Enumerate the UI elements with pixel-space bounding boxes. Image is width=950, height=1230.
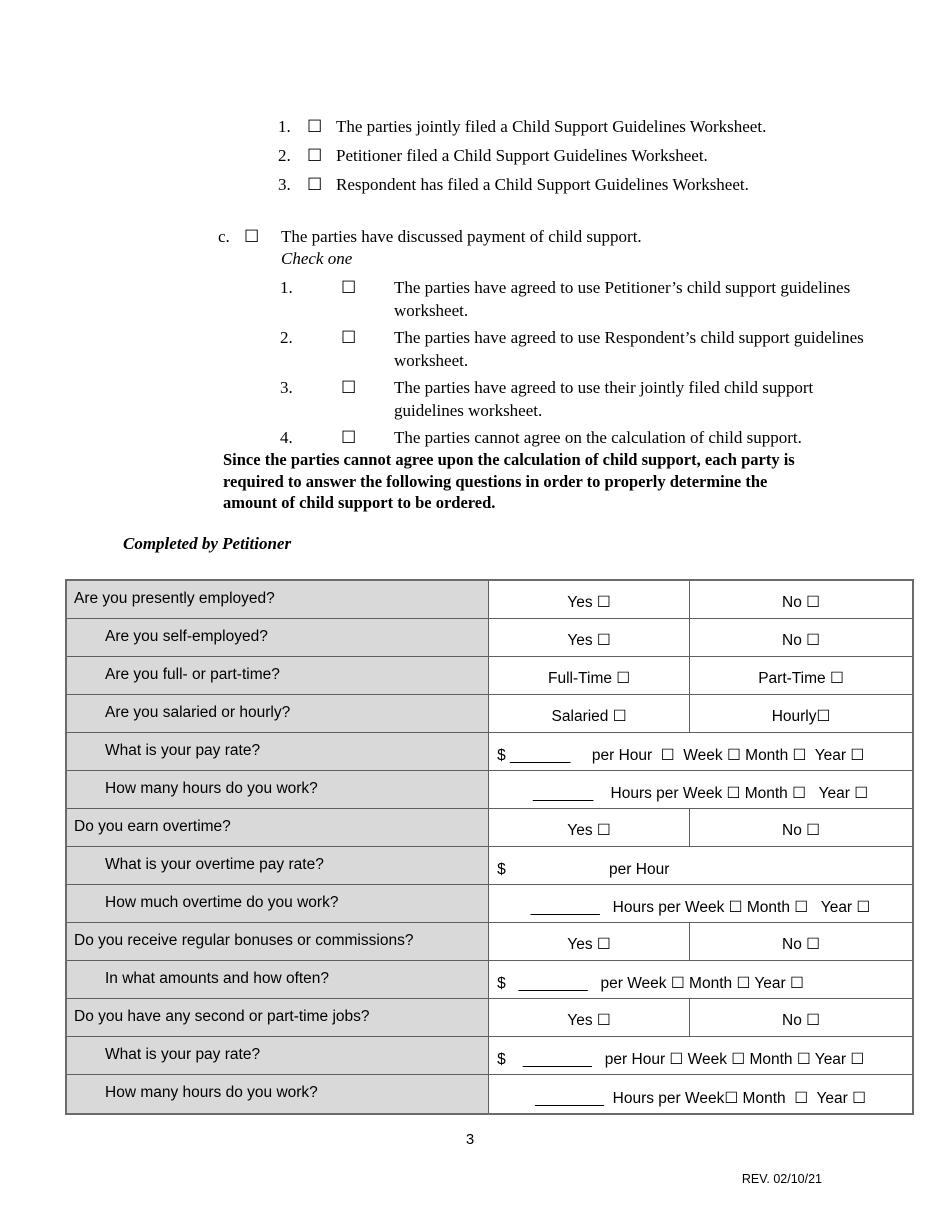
checkbox-icon[interactable]: ☐ [307, 117, 323, 136]
answer-yes-cell[interactable]: Yes ☐ [489, 581, 690, 618]
second-job-hours-fill-in-cell[interactable]: ________ Hours per Week☐ Month ☐ Year ☐ [535, 1090, 866, 1107]
item-number: 1. [280, 278, 293, 297]
question-cell: Do you have any second or part-time jobs? [67, 999, 489, 1036]
answer-no-cell[interactable]: No ☐ [782, 594, 821, 611]
overtime-hours-fill-in-cell[interactable]: ________ Hours per Week ☐ Month ☐ Year ☐ [530, 899, 871, 916]
question-cell: Do you receive regular bonuses or commissions? [67, 923, 489, 960]
table-row [67, 999, 912, 1037]
table-row [67, 885, 912, 923]
answer-yes-cell[interactable]: Yes ☐ [489, 923, 690, 960]
question-cell: How many hours do you work? [67, 771, 489, 808]
hours-fill-in-cell[interactable]: _______ Hours per Week ☐ Month ☐ Year ☐ [532, 785, 869, 802]
list-item [278, 112, 766, 141]
table-row [67, 847, 912, 885]
question-cell: Do you earn overtime? [67, 809, 489, 846]
answer-no-cell[interactable]: No ☐ [782, 936, 821, 953]
list-item [278, 141, 766, 170]
item-number: 1. [278, 117, 291, 136]
table-row [67, 923, 912, 961]
answer-yes-cell[interactable]: Yes ☐ [489, 809, 690, 846]
bonus-amounts-fill-in-cell[interactable]: $ ________ per Week ☐ Month ☐ Year ☐ [497, 975, 804, 992]
item-c-text: The parties have discussed payment of child support. [281, 227, 642, 246]
item-text: The parties have agreed to use Petitioner’s child support guidelines worksheet. [394, 278, 851, 320]
table-row [67, 581, 912, 619]
table-row [67, 961, 912, 999]
list-item [280, 276, 866, 322]
question-cell: What is your overtime pay rate? [67, 847, 489, 884]
page-number: 3 [465, 1131, 475, 1148]
item-c-label: c. [218, 227, 230, 246]
table-row [67, 619, 912, 657]
item-text: The parties jointly filed a Child Support Guidelines Worksheet. [336, 117, 767, 136]
answer-parttime-cell[interactable]: Part-Time ☐ [758, 670, 844, 687]
table-row [67, 771, 912, 809]
table-row [67, 733, 912, 771]
question-cell: Are you full- or part-time? [67, 657, 489, 694]
petitioner-employment-table [65, 579, 914, 1115]
answer-no-cell[interactable]: No ☐ [782, 1012, 821, 1029]
item-text: Respondent has filed a Child Support Guidelines Worksheet. [336, 175, 749, 194]
question-cell: Are you self-employed? [67, 619, 489, 656]
checkbox-icon[interactable]: ☐ [307, 146, 323, 165]
answer-fulltime-cell[interactable]: Full-Time ☐ [489, 657, 690, 694]
answer-yes-cell[interactable]: Yes ☐ [489, 999, 690, 1036]
checkbox-icon[interactable]: ☐ [244, 227, 260, 246]
table-row [67, 809, 912, 847]
completed-by-petitioner-heading: Completed by Petitioner [123, 534, 292, 553]
question-cell: In what amounts and how often? [67, 961, 489, 998]
table-row [67, 1075, 912, 1113]
answer-salaried-cell[interactable]: Salaried ☐ [489, 695, 690, 732]
item-number: 2. [280, 328, 293, 347]
list-item [280, 376, 866, 422]
checkbox-icon[interactable]: ☐ [341, 428, 357, 447]
cannot-agree-statement: Since the parties cannot agree upon the calculation of child support, each party is required to answer the following questions in order to properly determine the amount of child support to be ordered. [223, 450, 795, 512]
table-row [67, 695, 912, 733]
item-text: The parties have agreed to use their jointly filed child support guidelines worksheet. [394, 378, 814, 420]
item-number: 2. [278, 146, 291, 165]
item-text: Petitioner filed a Child Support Guidelines Worksheet. [336, 146, 708, 165]
checkbox-icon[interactable]: ☐ [341, 378, 357, 397]
item-text: The parties have agreed to use Respondent’s child support guidelines worksheet. [394, 328, 864, 370]
question-cell: What is your pay rate? [67, 1037, 489, 1074]
answer-yes-cell[interactable]: Yes ☐ [489, 619, 690, 656]
second-job-pay-rate-fill-in-cell[interactable]: $ ________ per Hour ☐ Week ☐ Month ☐ Year ☐ [497, 1051, 865, 1068]
question-cell: How much overtime do you work? [67, 885, 489, 922]
question-cell: Are you presently employed? [67, 581, 489, 618]
list-item [280, 326, 866, 372]
overtime-rate-fill-in-cell[interactable]: $ per Hour [497, 861, 670, 878]
revision-date: REV. 02/10/21 [741, 1172, 822, 1186]
item-number: 3. [278, 175, 291, 194]
answer-no-cell[interactable]: No ☐ [782, 632, 821, 649]
item-text: The parties cannot agree on the calculation of child support. [394, 428, 802, 447]
checkbox-icon[interactable]: ☐ [341, 278, 357, 297]
table-row [67, 657, 912, 695]
checkbox-icon[interactable]: ☐ [341, 328, 357, 347]
pay-rate-fill-in-cell[interactable]: $ _______ per Hour ☐ Week ☐ Month ☐ Year ☐ [497, 747, 865, 764]
item-number: 3. [280, 378, 293, 397]
check-one-instruction: Check one [281, 249, 353, 268]
answer-no-cell[interactable]: No ☐ [782, 822, 821, 839]
item-number: 4. [280, 428, 293, 447]
worksheet-filed-list [278, 112, 766, 199]
question-cell: What is your pay rate? [67, 733, 489, 770]
checkbox-icon[interactable]: ☐ [307, 175, 323, 194]
list-item [280, 426, 866, 449]
answer-hourly-cell[interactable]: Hourly☐ [771, 708, 831, 725]
table-row [67, 1037, 912, 1075]
question-cell: How many hours do you work? [67, 1075, 489, 1113]
check-one-options [280, 276, 866, 453]
list-item [278, 170, 766, 199]
question-cell: Are you salaried or hourly? [67, 695, 489, 732]
